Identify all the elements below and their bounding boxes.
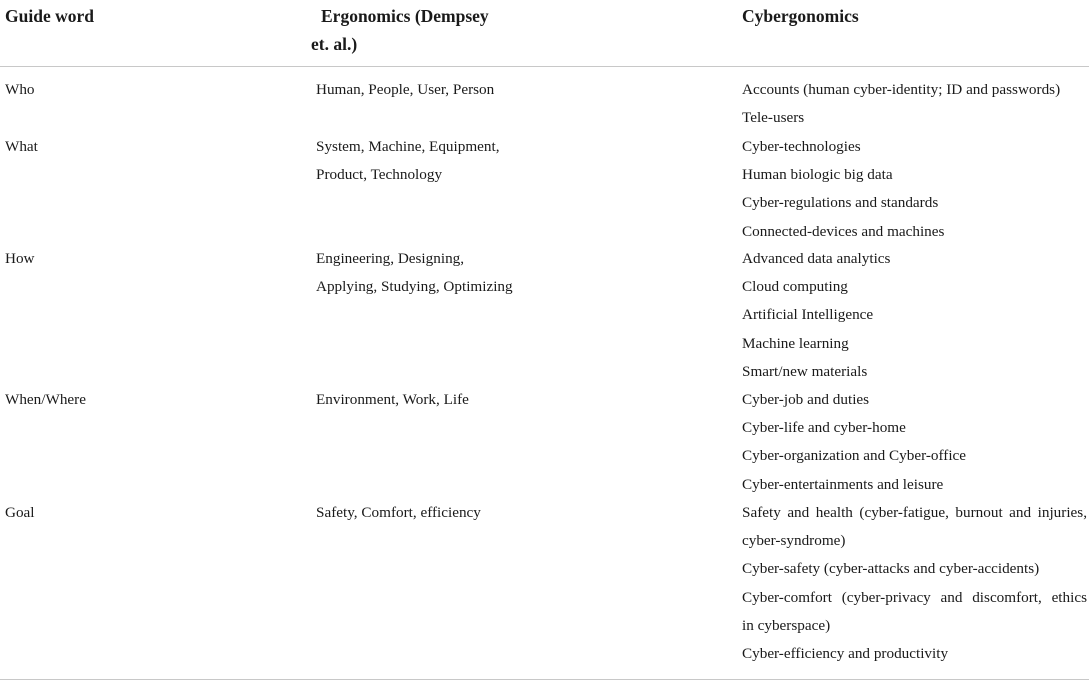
ergonomics-line: Applying, Studying, Optimizing — [316, 278, 513, 296]
header-cybergonomics: Cybergonomics — [742, 6, 859, 26]
ergonomics-line: Engineering, Designing, — [316, 250, 465, 267]
cybergonomics-line: Cyber-comfort (cyber-privacy and discomfort, ethics — [742, 588, 1087, 606]
cybergonomics-line: Accounts (human cyber-identity; ID and passwords) — [742, 81, 1061, 98]
ergonomics-line: System, Machine, Equipment, — [316, 138, 500, 155]
ergonomics-line: Product, Technology — [316, 166, 443, 184]
cybergonomics-line: Safety and health (cyber-fatigue, burnout and injuries, — [742, 504, 1087, 521]
guide-word-cell: When/Where — [5, 391, 86, 408]
cybergonomics-cell — [742, 245, 1087, 386]
ergonomics-cell — [316, 133, 546, 189]
cybergonomics-line: Connected-devices and machines — [742, 222, 945, 240]
cybergonomics-line: Human biologic big data — [742, 166, 893, 184]
cybergonomics-line: Cyber-efficiency and productivity — [742, 645, 949, 663]
cybergonomics-line: Cloud computing — [742, 278, 848, 296]
cybergonomics-line: Cyber-organization and Cyber-office — [742, 447, 967, 465]
cybergonomics-cell — [742, 499, 1087, 668]
cybergonomics-line: Cyber-technologies — [742, 138, 861, 155]
ergonomics-line: Human, People, User, Person — [316, 81, 495, 98]
guide-word-cell: What — [5, 138, 38, 155]
cybergonomics-line: cyber-syndrome) — [742, 532, 846, 550]
header-ergonomics — [311, 2, 556, 58]
cybergonomics-line: Cyber-life and cyber-home — [742, 419, 906, 437]
guide-word-cell: Goal — [5, 504, 35, 521]
guide-word-cell: How — [5, 250, 35, 267]
cybergonomics-cell — [742, 133, 1087, 246]
cybergonomics-line: Machine learning — [742, 334, 849, 352]
header-guide-word: Guide word — [5, 6, 94, 26]
cybergonomics-cell — [742, 76, 1087, 132]
cybergonomics-line: Artificial Intelligence — [742, 306, 874, 324]
cybergonomics-line: Cyber-job and duties — [742, 391, 870, 408]
ergonomics-cell — [316, 245, 546, 301]
cybergonomics-line: Smart/new materials — [742, 362, 868, 380]
cybergonomics-line: in cyberspace) — [742, 616, 831, 634]
guide-word-cell: Who — [5, 81, 35, 98]
ergonomics-cell — [316, 76, 546, 104]
header-ergonomics-line1: Ergonomics (Dempsey — [321, 6, 489, 26]
header-ergonomics-line2: et. al.) — [311, 34, 358, 54]
table-bottom-rule — [0, 679, 1089, 680]
table-header — [0, 0, 1089, 67]
cybergonomics-line: Cyber-safety (cyber-attacks and cyber-accidents) — [742, 560, 1040, 578]
cybergonomics-cell — [742, 386, 1087, 499]
cybergonomics-line: Cyber-regulations and standards — [742, 194, 939, 212]
ergonomics-cell — [316, 499, 546, 527]
ergonomics-cell — [316, 386, 546, 414]
ergonomics-line: Environment, Work, Life — [316, 391, 469, 408]
cybergonomics-line: Cyber-entertainments and leisure — [742, 475, 944, 493]
ergonomics-line: Safety, Comfort, efficiency — [316, 504, 481, 521]
cybergonomics-line: Tele-users — [742, 109, 805, 127]
cybergonomics-line: Advanced data analytics — [742, 250, 891, 267]
